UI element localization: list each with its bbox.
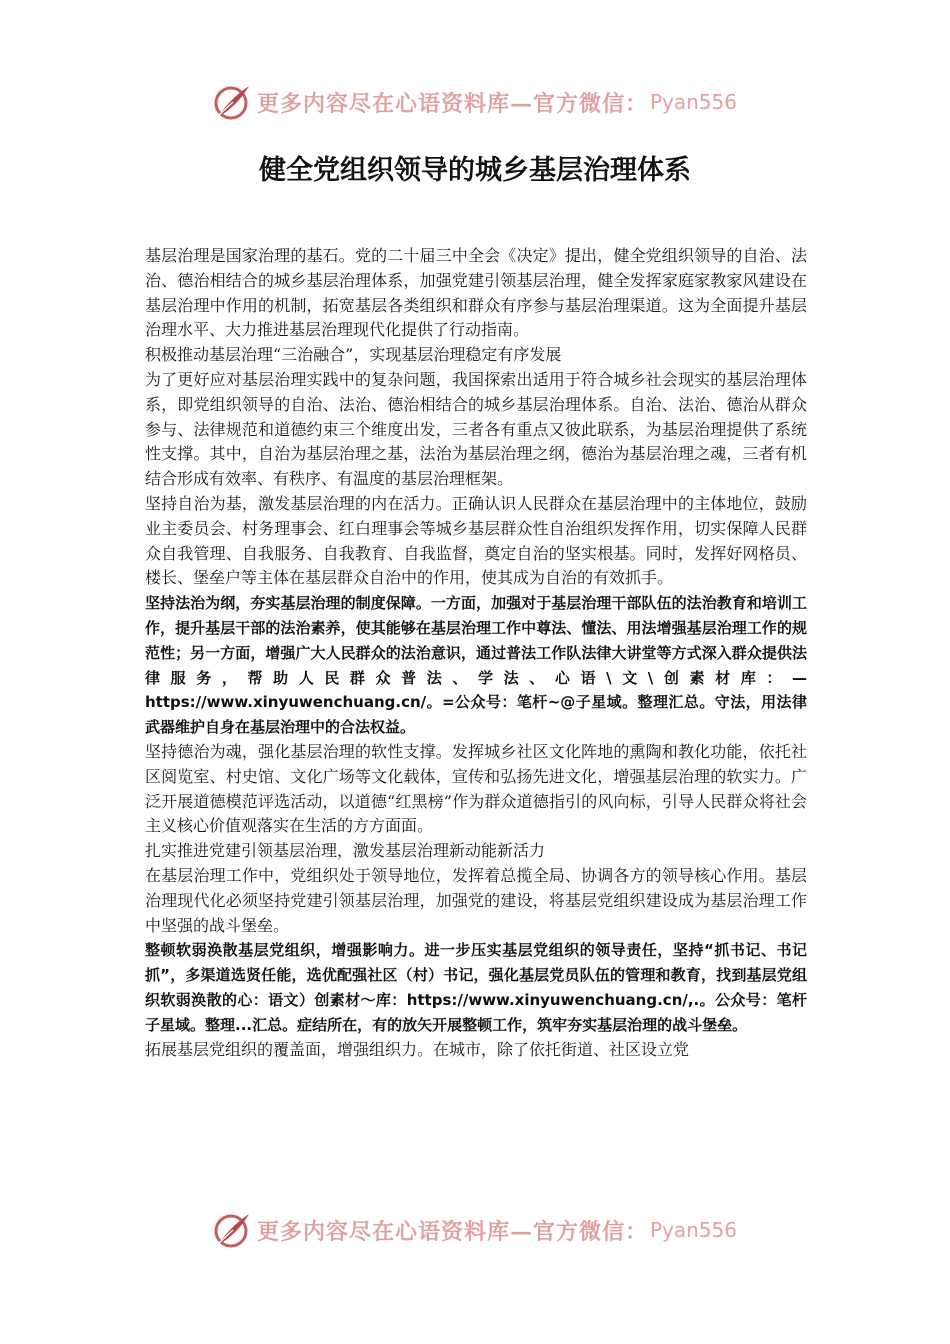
paragraph: 坚持德治为魂，强化基层治理的软性支撑。发挥城乡社区文化阵地的熏陶和教化功能，依托社区阅览室、村史馆、文化广场等文化载体，宣传和弘扬先进文化，增强基层治理的软实力。广泛开展道德模范评选活动，以道德“红黑榜”作为群众道德指引的风向标，引导人民群众将社会主义核心价值观落实在生活的方方面面。 xyxy=(145,741,807,836)
paragraph: 坚持法治为纲，夯实基层治理的制度保障。一方面，加强对于基层治理干部队伍的法治教育和培训工作，提升基层干部的法治素养，使其能够在基层治理工作中尊法、懂法、用法增强基层治理工作的规范性；另一方面，增强广大人民群众的法治意识，通过普法工作队法律大讲堂等方式深入群众提供法律服务，帮助人民群众普法、学法、心语\文\创素材库：—https://www.xinyuwenchuang.cn/。=公众号：笔杆~@子星域。整理汇总。守法，用法律武器维护自身在基层治理中的合法权益。 xyxy=(145,594,807,737)
section-heading-2: 扎实推进党建引领基层治理，激发基层治理新动能新活力 xyxy=(145,841,546,861)
watermark-wechat-id: Pyan556 xyxy=(650,1218,738,1242)
paragraph: 拓展基层党组织的覆盖面，增强组织力。在城市，除了依托街道、社区设立党 xyxy=(145,1039,690,1059)
paragraph-intro: 基层治理是国家治理的基石。党的二十届三中全会《决定》提出，健全党组织领导的自治、法治、德治相结合的城乡基层治理体系，加强党建引领基层治理，健全发挥家庭家教家风建设在基层治理中作用的机制，拓宽基层各类组织和群众有序参与基层治理渠道。这为全面提升基层治理水平、大力推进基层治理现代化提供了行动指南。 xyxy=(145,246,807,340)
document-body xyxy=(145,244,807,1062)
section-heading-1: 积极推动基层治理“三治融合”，实现基层治理稳定有序发展 xyxy=(145,345,562,365)
watermark-footer xyxy=(0,1208,950,1252)
watermark-text: 更多内容尽在心语资料库—官方微信： xyxy=(256,1218,648,1245)
quill-logo-icon xyxy=(213,1210,253,1250)
watermark-text: 更多内容尽在心语资料库—官方微信： xyxy=(256,90,648,117)
paragraph: 整顿软弱涣散基层党组织，增强影响力。进一步压实基层党组织的领导责任，坚持“抓书记、书记抓”，多渠道选贤任能，选优配强社区（村）书记，强化基层党员队伍的管理和教育，找到基层党组织软弱涣散的心：语文）创素材～库：https://www.xinyuwenchuang.cn/,.。公众号：笔杆子星域。整理...汇总。症结所在，有的放矢开展整顿工作，筑牢夯实基层治理的战斗堡垒。 xyxy=(145,941,807,1034)
watermark-header xyxy=(0,80,950,124)
quill-logo-icon xyxy=(213,82,253,122)
watermark-wechat-id: Pyan556 xyxy=(650,90,738,114)
document-title: 健全党组织领导的城乡基层治理体系 xyxy=(259,155,691,186)
paragraph: 坚持自治为基，激发基层治理的内在活力。正确认识人民群众在基层治理中的主体地位，鼓励业主委员会、村务理事会、红白理事会等城乡基层群众性自治组织发挥作用，切实保障人民群众自我管理、自我服务、自我教育、自我监督，奠定自治的坚实根基。同时，发挥好网格员、楼长、堡垒户等主体在基层群众自治中的作用，使其成为自治的有效抓手。 xyxy=(145,493,807,588)
paragraph: 为了更好应对基层治理实践中的复杂问题，我国探索出适用于符合城乡社会现实的基层治理体系，即党组织领导的自治、法治、德治相结合的城乡基层治理体系。自治、法治、德治从群众参与、法律规范和道德约束三个维度出发，三者各有重点又彼此联系，为基层治理提供了系统性支撑。其中，自治为基层治理之基，法治为基层治理之纲，德治为基层治理之魂，三者有机结合形成有效率、有秩序、有温度的基层治理框架。 xyxy=(145,369,807,489)
paragraph: 在基层治理工作中，党组织处于领导地位，发挥着总揽全局、协调各方的领导核心作用。基层治理现代化必须坚持党建引领基层治理，加强党的建设，将基层党组织建设成为基层治理工作中坚强的战斗堡垒。 xyxy=(145,865,807,935)
